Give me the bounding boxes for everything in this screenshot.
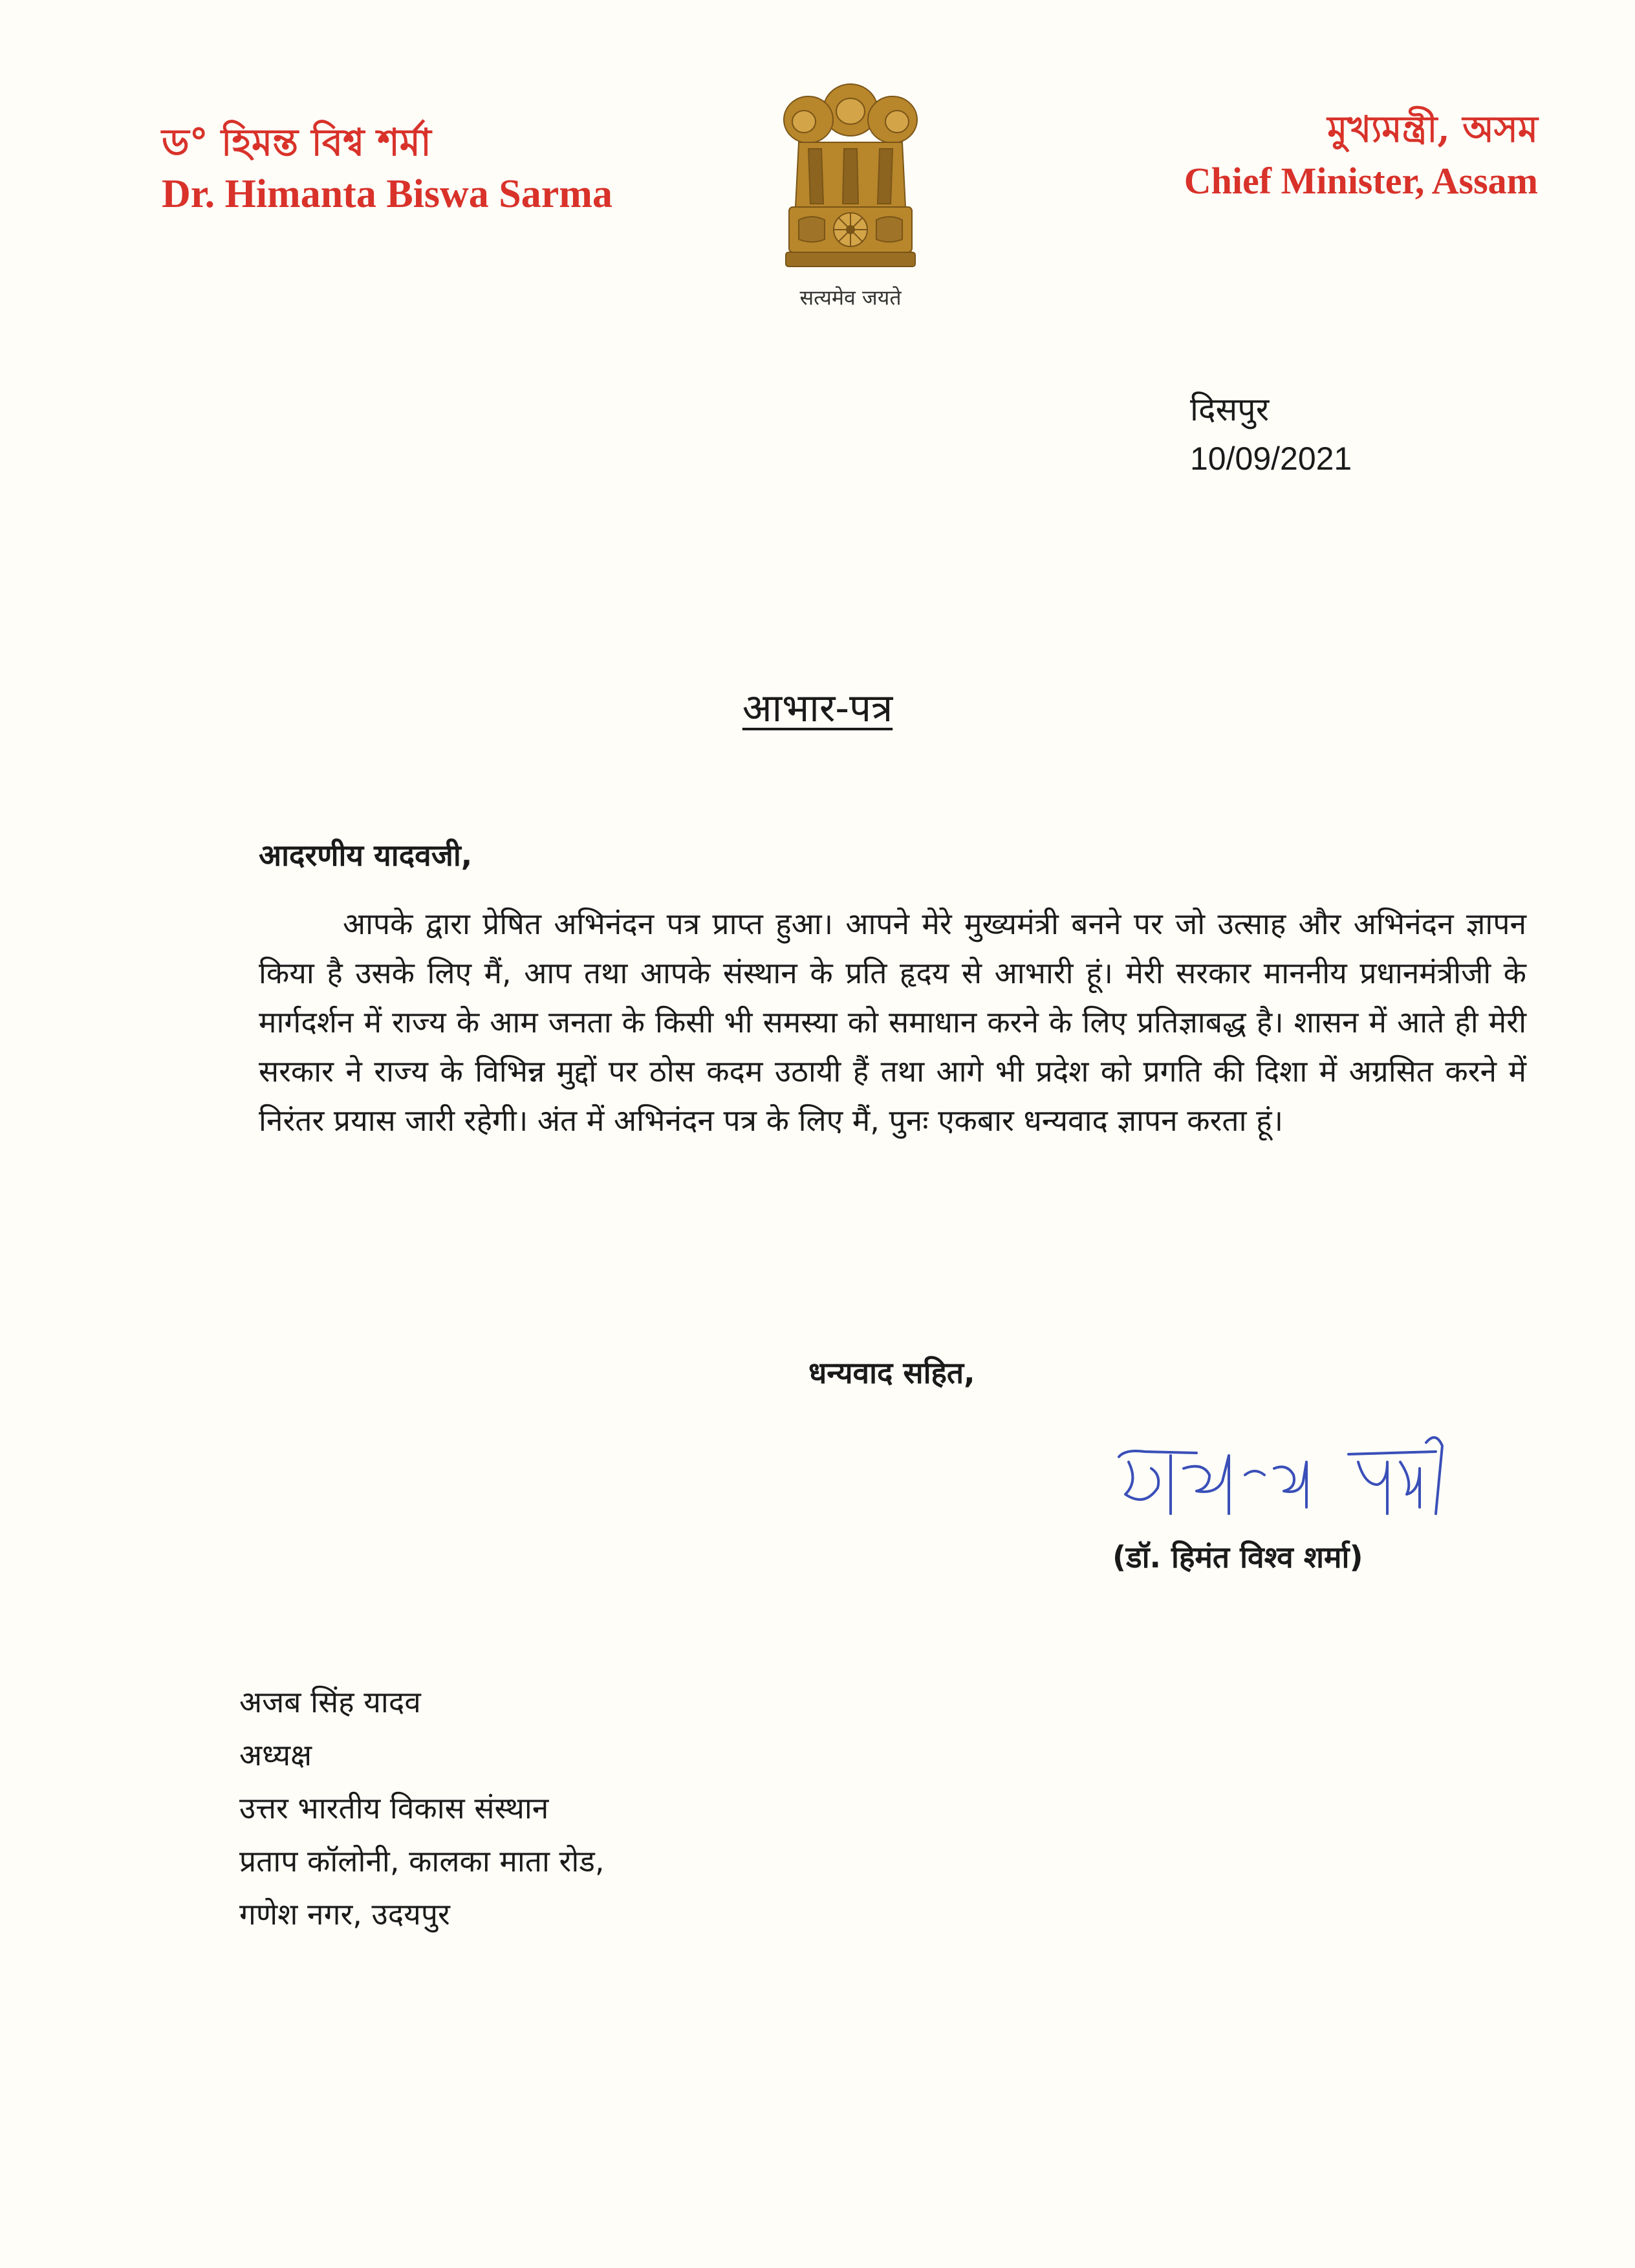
place: दिसपुर — [1190, 391, 1270, 428]
salutation: आदरणीय यादवजी, — [259, 838, 473, 873]
recipient-address-line2: गणेश नगर, उदयपुर — [239, 1897, 450, 1932]
recipient-designation: अध्यक्ष — [239, 1738, 312, 1772]
letterhead-name-assamese: ড° হিমন্ত বিশ্ব শৰ্মা — [162, 120, 431, 164]
recipient-address-line1: प्रताप कॉलोनी, कालका माता रोड, — [239, 1844, 605, 1879]
letterhead-title — [1184, 104, 1538, 207]
place-date-block — [1190, 385, 1352, 483]
signer-name: (डॉ. हिमंत विश्व शर्मा) — [1112, 1540, 1363, 1575]
recipient-name: अजब सिंह यादव — [239, 1685, 421, 1719]
letterhead-title-assamese: মুখ্যমন্ত্ৰী, অসম — [1327, 108, 1538, 151]
closing: धन्यवाद सहित, — [808, 1355, 975, 1390]
recipient-organization: उत्तर भारतीय विकास संस्थान — [239, 1791, 549, 1826]
national-emblem-icon — [773, 71, 928, 285]
recipient-address — [239, 1675, 605, 1941]
signature — [1099, 1423, 1462, 1533]
letterhead-name — [162, 116, 612, 220]
letter-subject — [0, 679, 1635, 737]
emblem-motto: सत्यमेव जयते — [799, 285, 902, 310]
letterhead-name-english: Dr. Himanta Biswa Sarma — [162, 172, 612, 216]
letter-body: आपके द्वारा प्रेषित अभिनंदन पत्र प्राप्त हुआ। आपने मेरे मुख्यमंत्री बनने पर जो उत्साह और अभिनंदन ज्ञापन किया है उसके लिए मैं, आप तथा आपके संस्थान के प्रति हृदय से आभारी हूं। मेरी सरकार माननीय प्रधानमंत्रीजी के मार्गदर्शन में राज्य के आम जनता के किसी भी समस्या को समाधान करने के लिए प्रतिज्ञाबद्ध है। शासन में आते ही मेरी सरकार ने राज्य के विभिन्न मुद्दों पर ठोस कदम उठायी हैं तथा आगे भी प्रदेश को प्रगति की दिशा में अग्रसित करने में निरंतर प्रयास जारी रहेगी। अंत में अभिनंदन पत्र के लिए मैं, पुनः एकबार धन्यवाद ज्ञापन करता हूं। — [259, 906, 1526, 1138]
date: 10/09/2021 — [1190, 441, 1352, 477]
subject-text: आभार-पत्र — [742, 686, 893, 731]
letterhead-title-english: Chief Minister, Assam — [1184, 160, 1538, 202]
